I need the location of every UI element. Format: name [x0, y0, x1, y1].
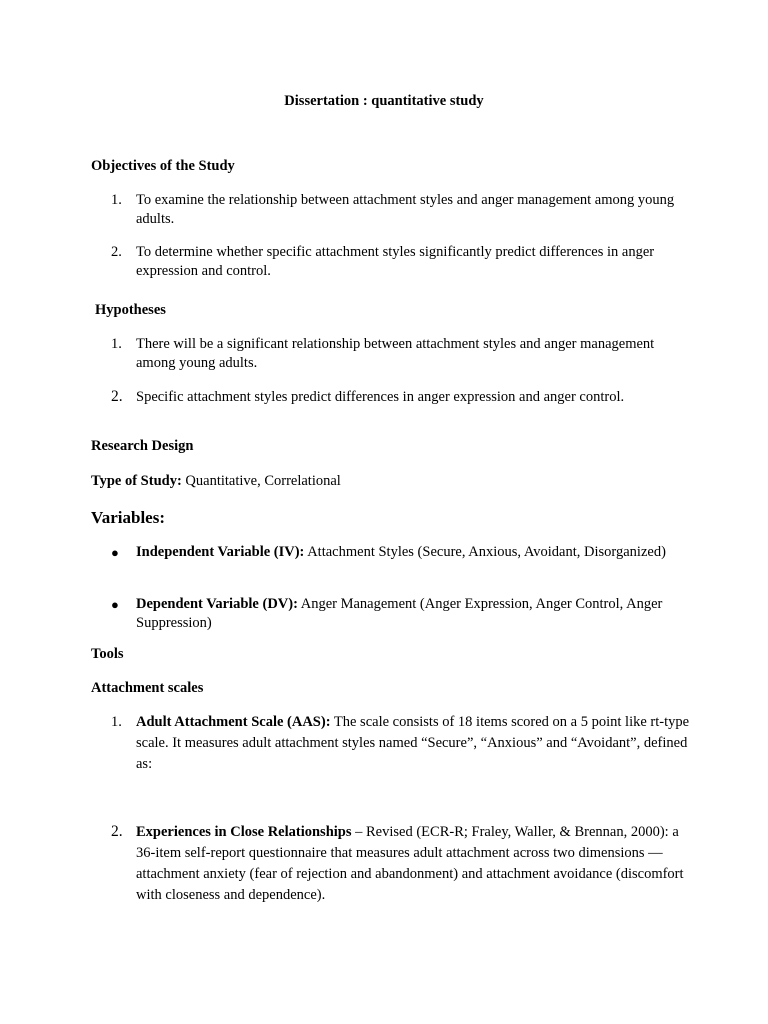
list-number: 1.: [111, 336, 122, 352]
variable-text: Anger Management (Anger Expression, Anger Control, Anger Suppression): [136, 596, 663, 631]
list-text: Specific attachment styles predict differences in anger expression and anger control.: [136, 389, 625, 405]
list-item: [91, 388, 691, 407]
hypotheses-heading: Hypotheses: [95, 302, 166, 318]
variable-label: Independent Variable (IV):: [136, 544, 305, 560]
list-number: 1.: [111, 714, 122, 730]
list-number: 1.: [111, 192, 122, 208]
list-text: [136, 822, 691, 906]
variables-heading: Variables:: [91, 508, 165, 527]
list-item: [91, 191, 691, 229]
document-title: Dissertation : quantitative study: [284, 93, 484, 109]
type-of-study-value: Quantitative, Correlational: [181, 473, 341, 489]
variable-label: Dependent Variable (DV):: [136, 596, 298, 612]
scale-text: – Revised (ECR-R; Fraley, Waller, & Brennan, 2000): a 36-item self-report questionnaire that measures adult attachment across two dimensions — attachment anxiety (fear of rejection and abandonment) and attachment avoidance (discomfort with closeness and dependence).: [136, 824, 684, 903]
list-item: [91, 335, 691, 373]
scale-text: The scale consists of 18 items scored on a 5 point like rt-type scale. It measures adult attachment styles named “Secure”, “Anxious” and “Avoidant”, defined as:: [136, 714, 690, 772]
type-of-study: [91, 473, 341, 490]
list-text: There will be a significant relationship between attachment styles and anger management among young adults.: [136, 336, 655, 371]
list-text: To examine the relationship between attachment styles and anger management among young adults.: [136, 192, 675, 227]
list-number: 2.: [111, 244, 122, 260]
tools-heading: Tools: [91, 646, 124, 662]
scale-label: Experiences in Close Relationships: [136, 824, 352, 840]
objectives-heading: Objectives of the Study: [91, 158, 235, 174]
bullet-text: [136, 595, 691, 633]
list-number: 2.: [111, 823, 123, 840]
bullet-text: [136, 543, 691, 562]
bullet-icon: ●: [111, 597, 119, 612]
list-item: [91, 712, 691, 775]
list-number: 2.: [111, 388, 123, 405]
bullet-item: [91, 543, 691, 562]
type-of-study-label: Type of Study:: [91, 473, 182, 489]
attachment-scales-heading: Attachment scales: [91, 680, 204, 696]
scale-label: Adult Attachment Scale (AAS):: [136, 714, 331, 730]
list-text: [136, 712, 691, 775]
bullet-icon: ●: [111, 545, 119, 560]
list-item: [91, 243, 691, 281]
research-design-heading: Research Design: [91, 438, 194, 454]
list-text: To determine whether specific attachment styles significantly predict differences in anger expression and control.: [136, 244, 655, 279]
list-item: [91, 822, 691, 906]
variable-text: Attachment Styles (Secure, Anxious, Avoidant, Disorganized): [304, 544, 666, 560]
bullet-item: [91, 595, 691, 633]
